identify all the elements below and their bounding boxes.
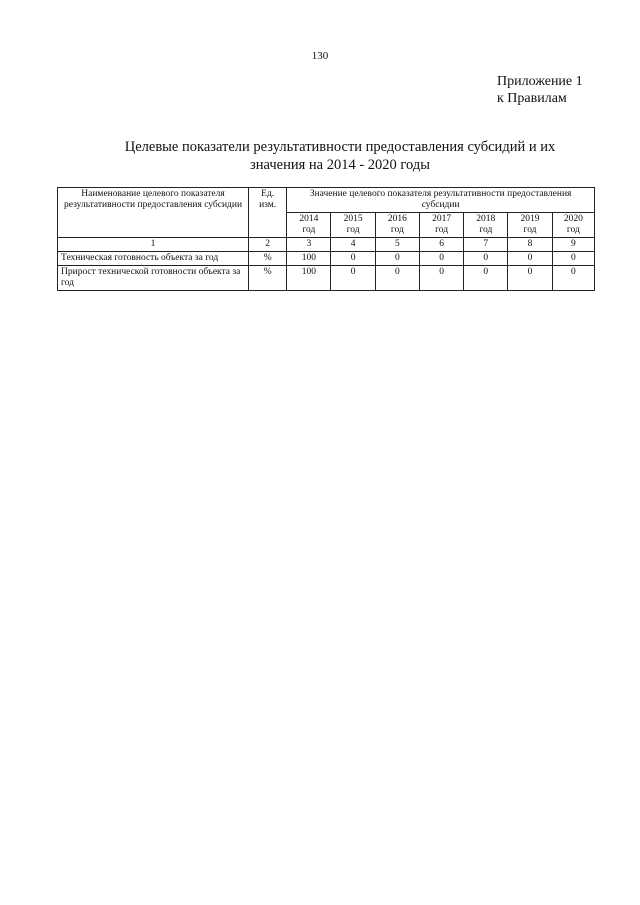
indicator-value: 100 [287,266,331,291]
indicator-value: 0 [508,252,552,266]
column-number: 7 [464,238,508,252]
header-year-2019 [508,213,552,238]
year-unit: год [346,225,360,235]
column-number: 5 [375,238,419,252]
indicator-value: 0 [464,266,508,291]
indicator-value: 0 [375,266,419,291]
year-unit: год [566,225,580,235]
header-year-2016 [375,213,419,238]
appendix-line-2: к Правилам [497,91,567,106]
indicator-value: 0 [331,266,375,291]
header-year-2020 [552,213,594,238]
year-unit: год [390,225,404,235]
year-label: 2016 [387,214,407,224]
column-number: 2 [249,238,287,252]
header-year-2015 [331,213,375,238]
indicator-value: 0 [508,266,552,291]
indicator-value: 0 [464,252,508,266]
page-number: 130 [311,50,329,62]
year-label: 2015 [343,214,363,224]
year-label: 2019 [520,214,540,224]
table-header-row [58,188,595,213]
year-label: 2020 [563,214,583,224]
indicator-value: 0 [419,266,463,291]
year-label: 2014 [299,214,319,224]
header-year-2014 [287,213,331,238]
indicator-value: 0 [552,266,594,291]
title-line-1: Целевые показатели результативности предоставления субсидий и их [124,139,556,155]
indicators-table [57,187,595,291]
indicator-unit: % [249,252,287,266]
year-unit: год [523,225,537,235]
column-number: 8 [508,238,552,252]
indicator-unit: % [249,266,287,291]
appendix-line-1: Приложение 1 [497,74,583,89]
year-label: 2017 [432,214,452,224]
column-numbers-row [58,238,595,252]
year-unit: год [479,225,493,235]
header-year-2018 [464,213,508,238]
year-unit: год [302,225,316,235]
header-values: Значение целевого показателя результативности предоставления субсидии [287,188,595,213]
appendix-reference [497,73,583,107]
table-row [58,266,595,291]
indicator-value: 0 [331,252,375,266]
table-row [58,252,595,266]
document-title [110,138,570,174]
indicator-name: Прирост технической готовности объекта за год [58,266,249,291]
header-unit: Ед. изм. [249,188,287,238]
column-number: 9 [552,238,594,252]
column-number: 6 [419,238,463,252]
indicator-value: 0 [419,252,463,266]
year-unit: год [435,225,449,235]
column-number: 1 [58,238,249,252]
indicator-value: 0 [375,252,419,266]
header-year-2017 [419,213,463,238]
indicator-value: 100 [287,252,331,266]
column-number: 3 [287,238,331,252]
year-label: 2018 [476,214,496,224]
title-line-2: значения на 2014 - 2020 годы [250,157,430,173]
column-number: 4 [331,238,375,252]
indicator-name: Техническая готовность объекта за год [58,252,249,266]
indicator-value: 0 [552,252,594,266]
header-indicator-name: Наименование целевого показателя результативности предоставления субсидии [58,188,249,238]
